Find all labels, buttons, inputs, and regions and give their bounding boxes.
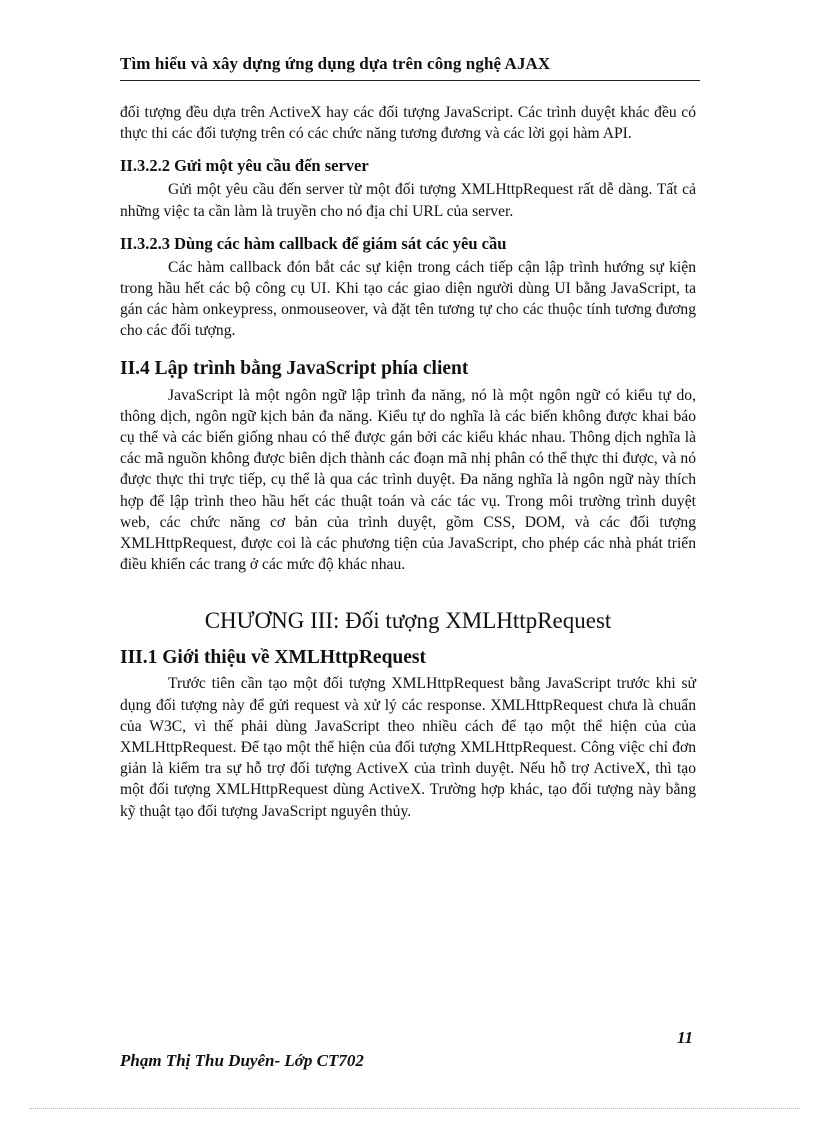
intro-paragraph: đối tượng đều dựa trên ActiveX hay các đối tượng JavaScript. Các trình duyệt khác đều có thực thi các đối tượng trên có các chức năng tương đương và các lời gọi hàm API. <box>120 104 696 143</box>
heading-2-4: II.4 Lập trình bằng JavaScript phía client <box>120 357 469 379</box>
header-title: Tìm hiểu và xây dựng ứng dụng dựa trên công nghệ AJAX <box>120 54 551 73</box>
heading-2-3: II.3.2.3 Dùng các hàm callback để giám sát các yêu cầu <box>120 233 507 253</box>
paragraph-2-2: Gửi một yêu cầu đến server từ một đối tượng XMLHttpRequest rất dễ dàng. Tất cả những việc ta cần làm là truyền cho nó địa chỉ URL của server. <box>120 181 696 220</box>
page-content <box>120 102 696 822</box>
chapter-title: CHƯƠNG III: Đối tượng XMLHttpRequest <box>204 608 612 634</box>
page-footer: Phạm Thị Thu Duyên- Lớp CT702 <box>120 1051 364 1070</box>
page-edge-divider <box>30 1108 800 1109</box>
paragraph-3-1: Trước tiên cần tạo một đối tượng XMLHttpRequest bằng JavaScript trước khi sử dụng đối tượng này để gửi request và xử lý các response. XMLHttpRequest chưa là chuẩn của W3C, vì thế phải dùng JavaScript theo nhiều cách để tạo một thể hiện của của XMLHttpRequest. Để tạo một thể hiện của đối tượng XMLHttpRequest. Công việc chỉ đơn giản là kiểm tra sự hỗ trợ đối tượng ActiveX của trình duyệt. Nếu hỗ trợ ActiveX, thì tạo một đối tượng XMLHttpRequest dùng ActiveX. Trường hợp khác, tạo đối tượng này bằng kỹ thuật tạo đối tượng JavaScript nguyên thủy. <box>120 675 696 820</box>
paragraph-2-3: Các hàm callback đón bắt các sự kiện trong cách tiếp cận lập trình hướng sự kiện trong hầu hết các bộ công cụ UI. Khi tạo các giao diện người dùng UI bằng JavaScript, ta gán các hàm onkeypress, onmouseover, và đặt tên tương tự cho các thuộc tính tương đương cho các đối tượng. <box>120 258 696 340</box>
paragraph-2-4: JavaScript là một ngôn ngữ lập trình đa năng, nó là một ngôn ngữ có kiểu tự do, thông dịch, ngôn ngữ kịch bản đa năng. Kiểu tự do nghĩa là các biến không được khai báo cụ thể và các biến giống nhau có thể được gán bởi các kiểu khác nhau. Thông dịch nghĩa là các mã nguồn không được biên dịch thành các đoạn mã nhị phân có thể thực thi được, và nó được thực thi trực tiếp, cụ thể là qua các trình duyệt. Đa năng nghĩa là ngôn ngữ này thích hợp để lập trình theo hầu hết các thuật toán và các tác vụ. Trong môi trường trình duyệt web, các chức năng cơ bản của trình duyệt, gồm CSS, DOM, và các đối tượng XMLHttpRequest, được coi là các phương tiện của JavaScript, cho phép các nhà phát triển điều khiển các trang ở các mức độ khác nhau. <box>120 386 696 574</box>
page-number: 11 <box>677 1028 694 1047</box>
page-header <box>120 52 700 81</box>
heading-3-1: III.1 Giới thiệu về XMLHttpRequest <box>120 647 427 669</box>
heading-2-2: II.3.2.2 Gửi một yêu cầu đến server <box>120 156 369 176</box>
